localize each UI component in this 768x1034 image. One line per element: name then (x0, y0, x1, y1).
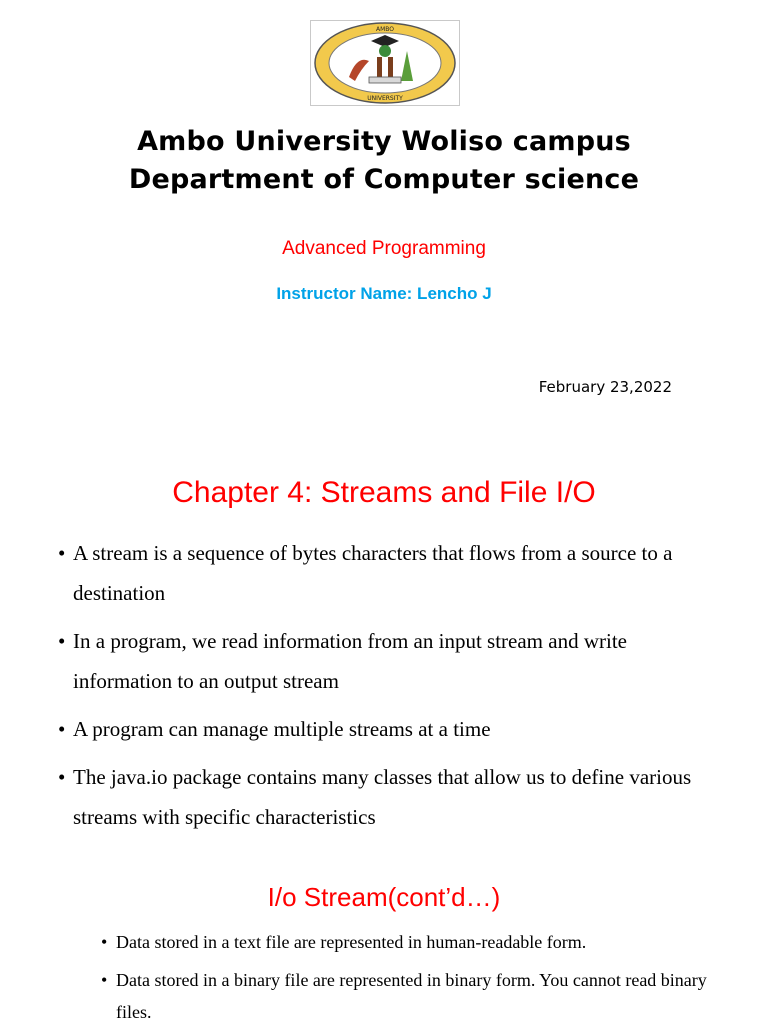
list-item: • The java.io package contains many classes that allow us to define various streams with specific characteristics (58, 757, 728, 837)
university-seal-icon (311, 21, 459, 105)
list-item: • Data stored in a binary file are represented in binary form. You cannot read binary files. (101, 964, 721, 1028)
list-item: • Data stored in a text file are represented in human-readable form. (101, 926, 721, 958)
instructor-name: Instructor Name: Lencho J (276, 284, 492, 303)
course-name: Advanced Programming (282, 238, 486, 259)
university-title: Ambo University Woliso campus (137, 126, 631, 157)
date: February 23,2022 (538, 378, 672, 396)
logo-bottom-text: UNIVERSITY (367, 95, 403, 102)
list-item: • A program can manage multiple streams at a time (58, 709, 728, 749)
department-title: Department of Computer science (128, 164, 640, 195)
section-bullet-list (101, 926, 721, 1034)
chapter-bullet-list (58, 533, 728, 845)
logo-top-text: AMBO (375, 26, 395, 33)
list-item: • In a program, we read information from an input stream and write information to an output stream (58, 621, 728, 701)
chapter-title: Chapter 4: Streams and File I/O (172, 476, 596, 509)
section-title: I/o Stream(cont’d…) (267, 882, 501, 912)
university-logo (310, 20, 460, 106)
list-item: • A stream is a sequence of bytes characters that flows from a source to a destination (58, 533, 728, 613)
